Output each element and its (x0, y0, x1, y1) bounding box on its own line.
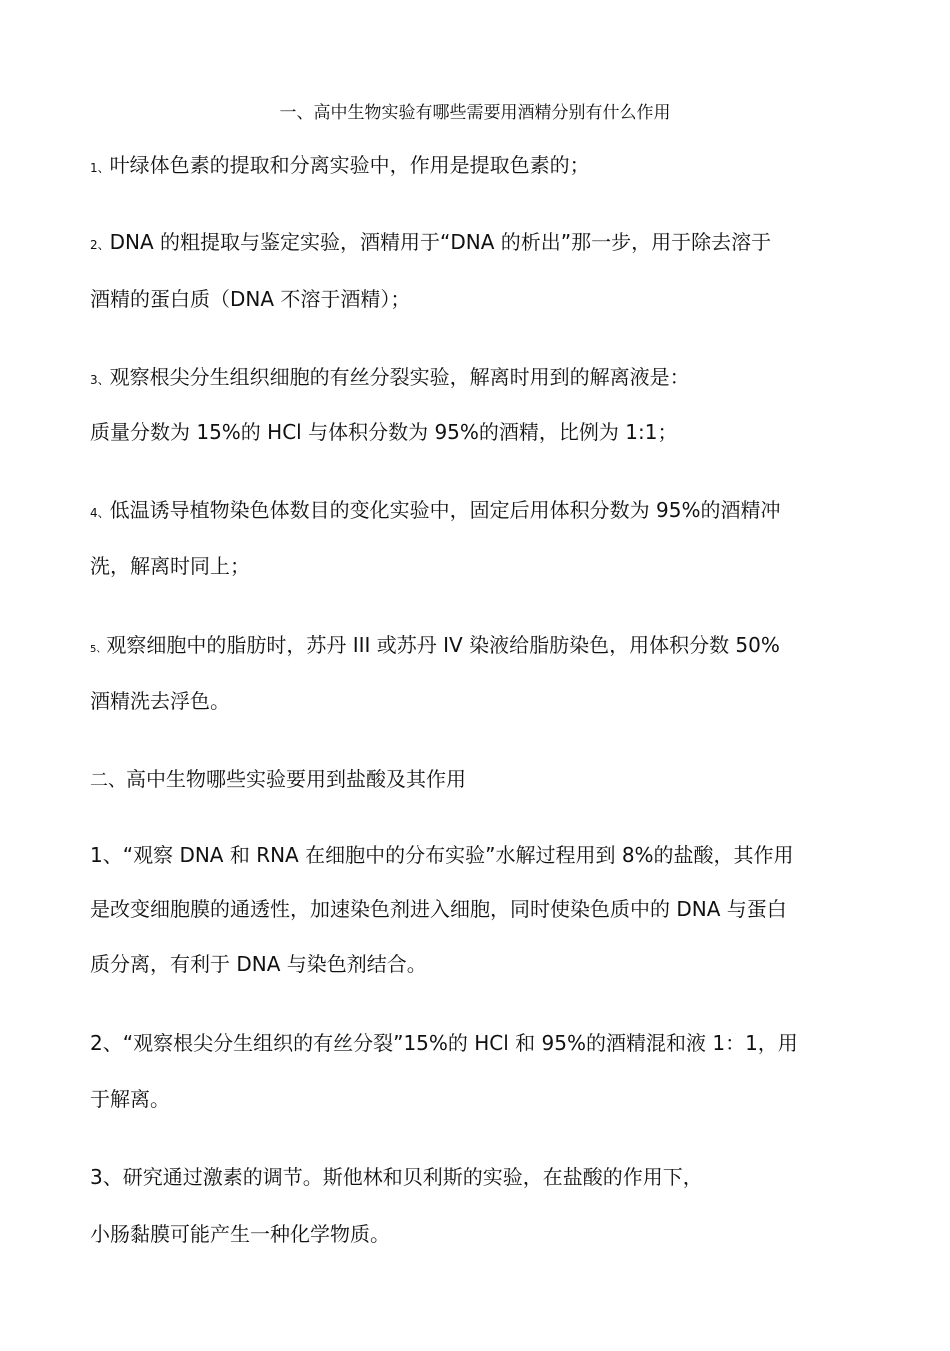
item-text: 酒精的蛋白质（DNA 不溶于酒精）； (90, 287, 411, 311)
section-2-heading (90, 764, 466, 796)
paragraph-5-line-2 (90, 686, 230, 716)
item-number: 4、 (90, 506, 110, 520)
section-2-item-3-line-2 (90, 1219, 390, 1249)
item-text: 观察细胞中的脂肪时，苏丹 III 或苏丹 IV 染液给脂肪染色，用体积分数 50% (106, 633, 780, 657)
section-2-item-1-line-2 (90, 894, 787, 924)
paragraph-3-line-2 (90, 417, 677, 447)
item-text: 洗，解离时同上； (90, 554, 250, 578)
item-text: 低温诱导植物染色体数目的变化实验中，固定后用体积分数为 95%的酒精冲 (109, 498, 781, 522)
paragraph-2-line-2 (90, 284, 410, 314)
item-text: 质分离，有利于 DNA 与染色剂结合。 (90, 952, 427, 976)
item-text: 是改变细胞膜的通透性，加速染色剂进入细胞，同时使染色质中的 DNA 与蛋白 (90, 897, 787, 921)
page-title: 一、高中生物实验有哪些需要用酒精分别有什么作用 (279, 103, 671, 123)
section-2-item-2-line-1 (90, 1028, 798, 1058)
section-2-item-3-line-1 (90, 1162, 703, 1192)
item-number: 2、 (90, 238, 110, 252)
item-text: 3、研究通过激素的调节。斯他林和贝利斯的实验，在盐酸的作用下， (90, 1165, 703, 1189)
section-title: 高中生物哪些实验要用到盐酸及其作用 (126, 767, 466, 791)
paragraph-5-line-1 (90, 630, 780, 665)
paragraph-4-line-2 (90, 551, 250, 581)
item-number: 5、 (90, 644, 107, 655)
item-text: 1、“观察 DNA 和 RNA 在细胞中的分布实验”水解过程用到 8%的盐酸，其作用 (90, 843, 794, 867)
item-text: DNA 的粗提取与鉴定实验，酒精用于“DNA 的析出”那一步，用于除去溶于 (109, 230, 772, 254)
item-number: 1、 (90, 161, 110, 175)
item-text: 叶绿体色素的提取和分离实验中，作用是提取色素的； (109, 153, 590, 177)
section-2-item-1-line-1 (90, 840, 794, 870)
item-text: 于解离。 (90, 1087, 170, 1111)
section-2-item-1-line-3 (90, 949, 427, 979)
item-text: 小肠黏膜可能产生一种化学物质。 (90, 1222, 390, 1246)
item-text: 观察根尖分生组织细胞的有丝分裂实验，解离时用到的解离液是： (109, 365, 690, 389)
item-text: 质量分数为 15%的 HCl 与体积分数为 95%的酒精，比例为 1:1； (90, 420, 678, 444)
item-text: 酒精洗去浮色。 (90, 689, 230, 713)
section-number: 二、 (90, 770, 126, 791)
item-number: 3、 (90, 373, 110, 387)
paragraph-2-line-1 (90, 227, 771, 260)
section-2-item-2-line-2 (90, 1084, 170, 1114)
paragraph-3-line-1 (90, 362, 690, 395)
paragraph-4-line-1 (90, 495, 780, 528)
paragraph-1-line-1 (90, 150, 590, 183)
item-text: 2、“观察根尖分生组织的有丝分裂”15%的 HCl 和 95%的酒精混和液 1：1，用 (90, 1031, 798, 1055)
